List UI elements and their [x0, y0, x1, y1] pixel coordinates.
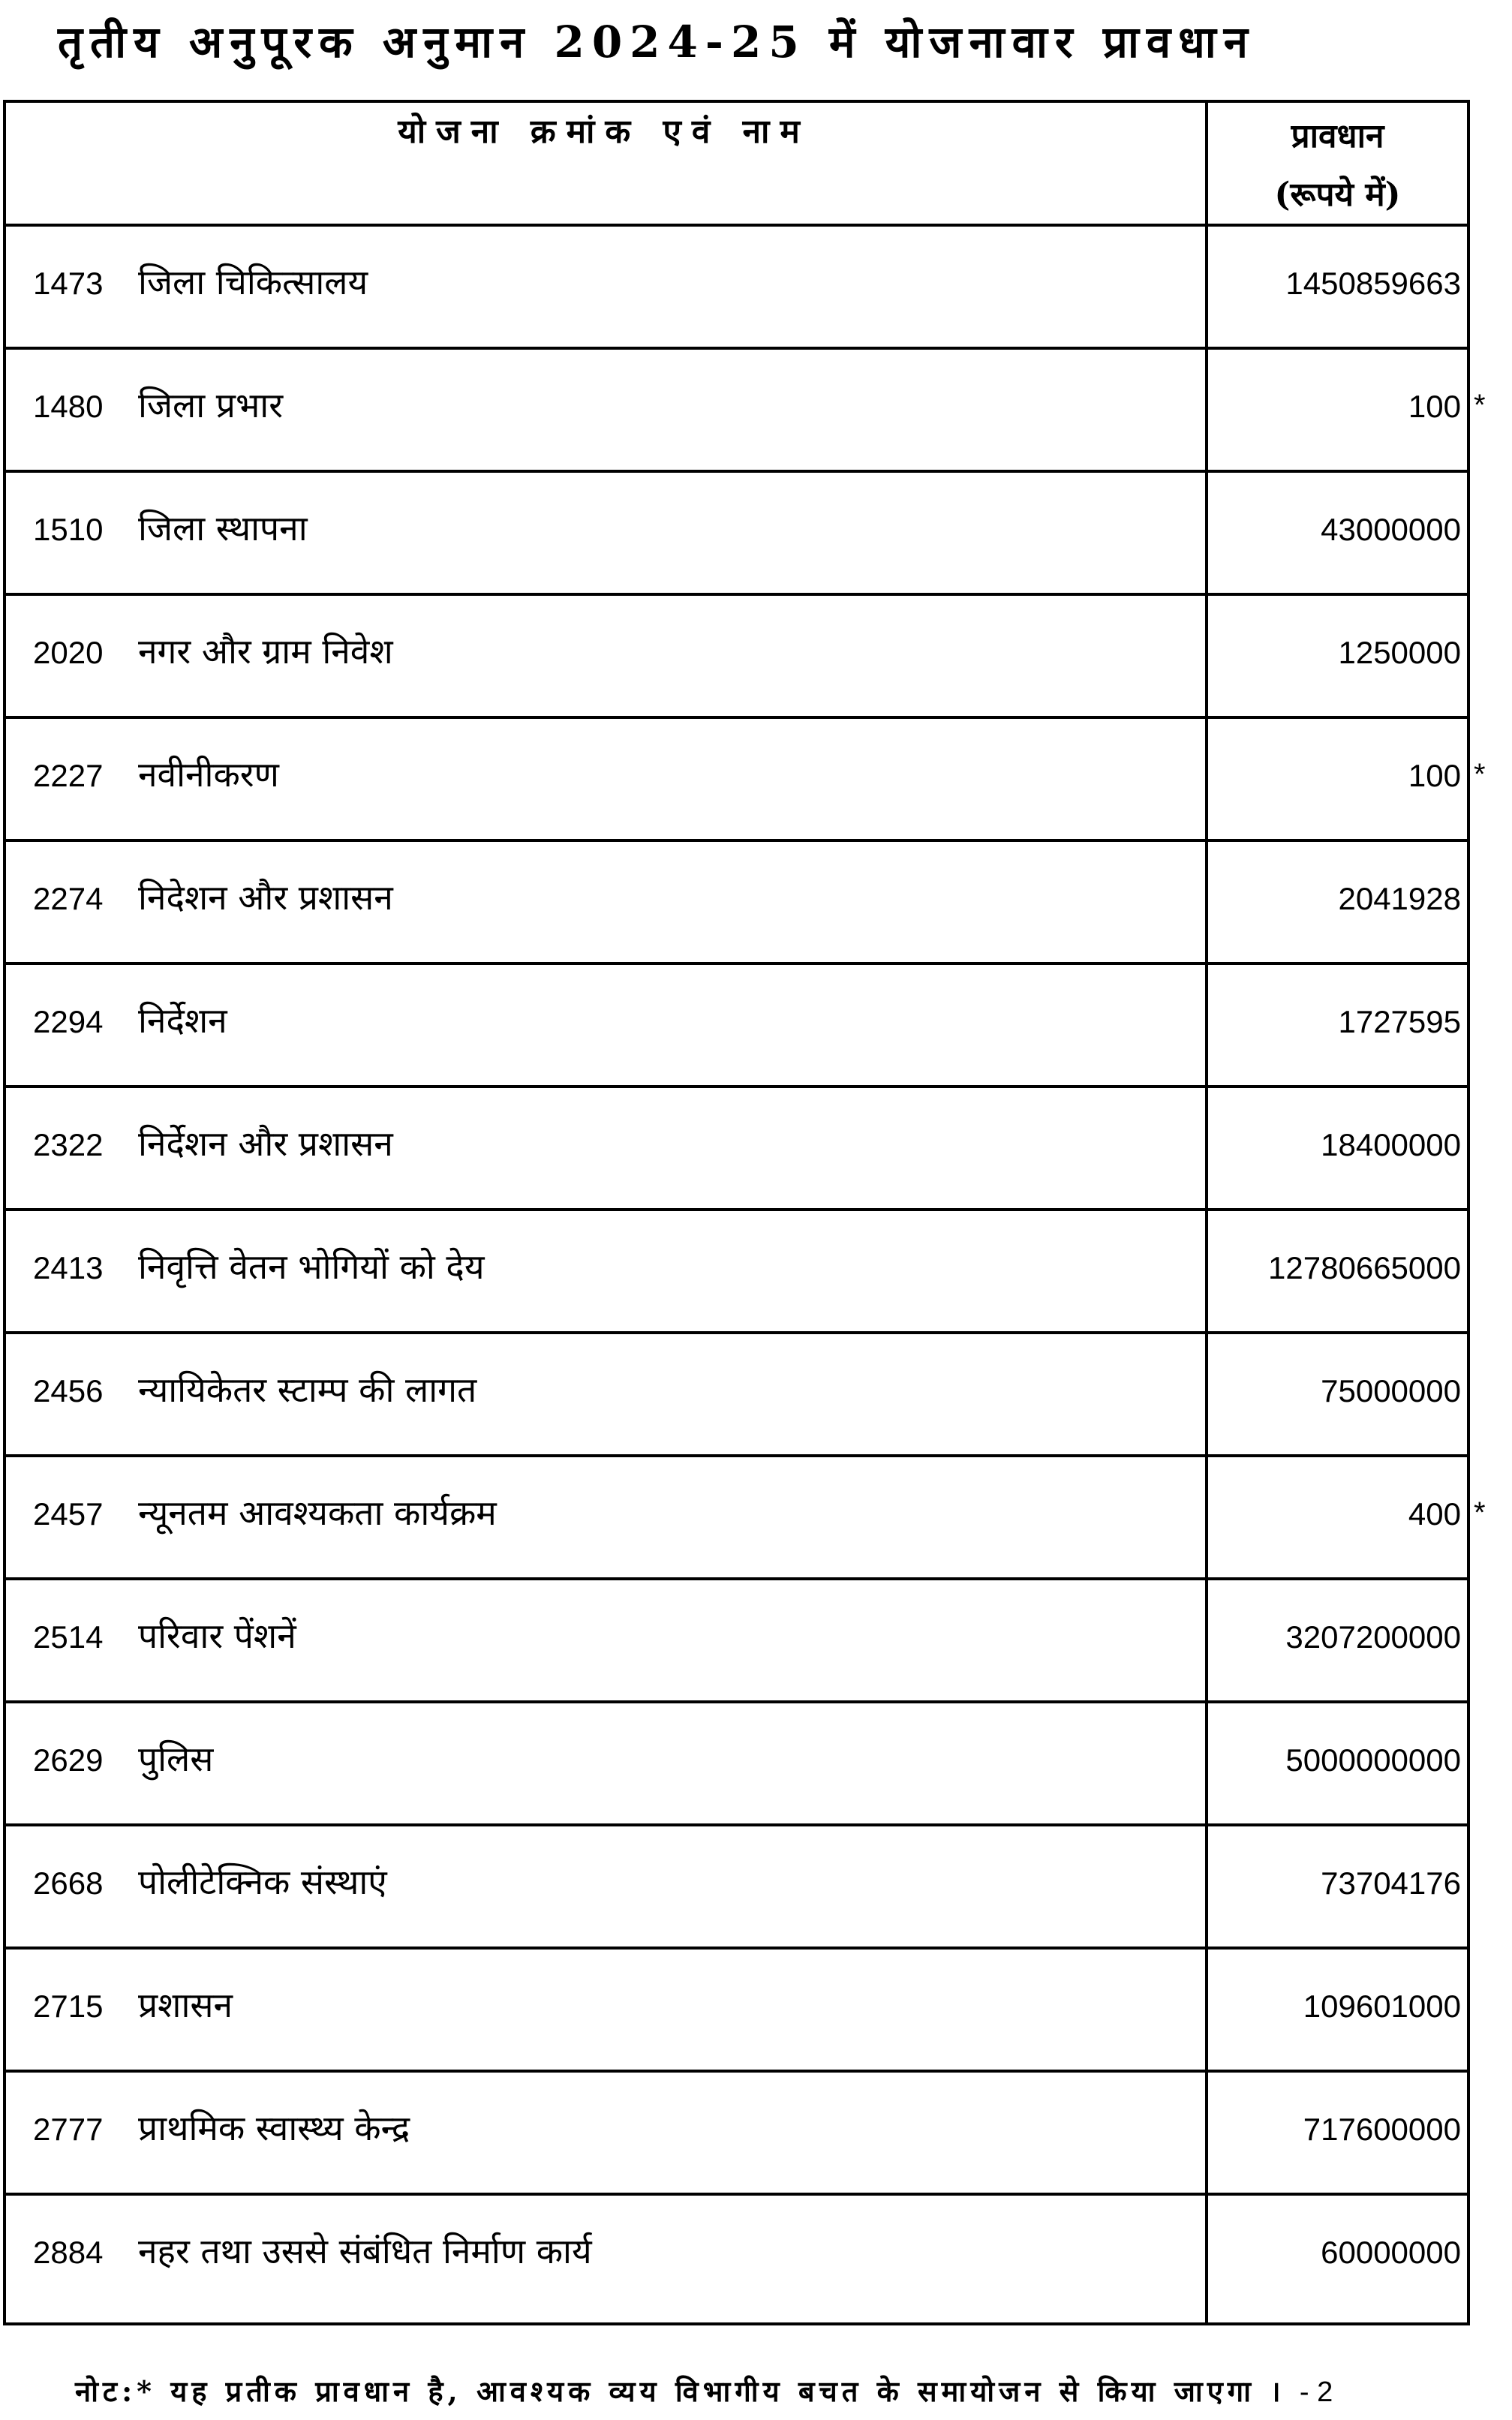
- provision-amount: 100: [1408, 758, 1461, 793]
- header-provision-line2: (रूपये में): [1274, 176, 1401, 214]
- scheme-name: नगर और ग्राम निवेश: [138, 631, 393, 672]
- scheme-name: जिला प्रभार: [138, 385, 284, 425]
- table-row: [3, 2073, 1470, 2196]
- table-row: [3, 1457, 1470, 1580]
- scheme-code: 2456: [33, 1373, 104, 1408]
- provision-amount: 1727595: [1338, 1004, 1461, 1039]
- scheme-name: जिला स्थापना: [138, 508, 308, 549]
- provision-amount: 60000000: [1321, 2235, 1461, 2270]
- provision-amount: 12780665000: [1268, 1250, 1461, 1285]
- provision-amount: 43000000: [1321, 512, 1461, 547]
- table-row: [3, 842, 1470, 965]
- provision-amount: 2041928: [1338, 881, 1461, 916]
- table-row: [3, 1826, 1470, 1950]
- table-row: [3, 1703, 1470, 1826]
- provision-amount: 75000000: [1321, 1373, 1461, 1408]
- table-row: [3, 473, 1470, 596]
- scheme-name: नवीनीकरण: [138, 754, 279, 795]
- provision-amount: 3207200000: [1285, 1619, 1461, 1655]
- provision-amount: 5000000000: [1285, 1742, 1461, 1778]
- scheme-name: निवृत्ति वेतन भोगियों को देय: [138, 1246, 485, 1287]
- provision-amount: 717600000: [1303, 2112, 1461, 2147]
- scheme-code: 2020: [33, 635, 104, 670]
- scheme-name: निर्देशन: [138, 1000, 227, 1041]
- table-row: [3, 1334, 1470, 1457]
- table-row: [3, 965, 1470, 1088]
- header-scheme: योजना क्रमांक एवं नाम: [398, 113, 810, 151]
- footer-note: [75, 2371, 1333, 2410]
- scheme-code: 2294: [33, 1004, 104, 1039]
- provision-amount: 109601000: [1303, 1989, 1461, 2024]
- scheme-name: न्यायिकेतर स्टाम्प की लागत: [138, 1369, 477, 1410]
- scheme-code: 1480: [33, 389, 104, 424]
- header-provision-line1: प्रावधान: [1291, 117, 1384, 155]
- table-body: [3, 227, 1470, 2319]
- header-provision: [1208, 107, 1467, 224]
- footer-note-text: नोट:* यह प्रतीक प्रावधान है, आवश्यक व्यय विभागीय बचत के समायोजन से किया जाएगा ।: [75, 2374, 1285, 2408]
- table-row: [3, 1950, 1470, 2073]
- table-row: [3, 1580, 1470, 1703]
- scheme-name: निर्देशन और प्रशासन: [138, 1123, 393, 1164]
- scheme-name: पुलिस: [138, 1739, 214, 1779]
- table-row: [3, 227, 1470, 350]
- scheme-name: पोलीटेक्निक संस्थाएं: [138, 1862, 387, 1902]
- table-row: [3, 719, 1470, 842]
- scheme-name: नहर तथा उससे संबंधित निर्माण कार्य: [138, 2231, 592, 2271]
- provision-amount: 18400000: [1321, 1127, 1461, 1162]
- scheme-code: 2413: [33, 1250, 104, 1285]
- scheme-name: न्यूनतम आवश्यकता कार्यक्रम: [138, 1493, 497, 1533]
- scheme-code: 2457: [33, 1496, 104, 1532]
- scheme-name: निदेशन और प्रशासन: [138, 877, 393, 918]
- scheme-code: 2514: [33, 1619, 104, 1655]
- scheme-name: प्राथमिक स्वास्थ्य केन्द्र: [138, 2108, 410, 2148]
- token-provision-marker: *: [1474, 758, 1486, 791]
- scheme-name: परिवार पेंशनें: [138, 1616, 296, 1656]
- scheme-code: 2274: [33, 881, 104, 916]
- token-provision-marker: *: [1474, 389, 1486, 422]
- scheme-code: 2884: [33, 2235, 104, 2270]
- provision-amount: 1450859663: [1285, 266, 1461, 301]
- provision-amount: 1250000: [1338, 635, 1461, 670]
- scheme-code: 2715: [33, 1989, 104, 2024]
- page-number: - 2: [1299, 2376, 1333, 2408]
- table-row: [3, 2196, 1470, 2319]
- scheme-code: 2777: [33, 2112, 104, 2147]
- scheme-code: 2322: [33, 1127, 104, 1162]
- scheme-code: 2227: [33, 758, 104, 793]
- table-row: [3, 596, 1470, 719]
- table-row: [3, 350, 1470, 473]
- table-row: [3, 1211, 1470, 1334]
- provision-amount: 400: [1408, 1496, 1461, 1532]
- scheme-code: 1473: [33, 266, 104, 301]
- page-title: तृतीय अनुपूरक अनुमान 2024-25 में योजनावार प्रावधान: [58, 17, 1255, 68]
- token-provision-marker: *: [1474, 1496, 1486, 1529]
- scheme-name: जिला चिकित्सालय: [138, 262, 368, 302]
- provision-amount: 73704176: [1321, 1865, 1461, 1901]
- scheme-code: 2629: [33, 1742, 104, 1778]
- table-header: [3, 100, 1470, 227]
- table-row: [3, 1088, 1470, 1211]
- scheme-code: 2668: [33, 1865, 104, 1901]
- provision-amount: 100: [1408, 389, 1461, 424]
- scheme-code: 1510: [33, 512, 104, 547]
- scheme-name: प्रशासन: [138, 1985, 233, 2025]
